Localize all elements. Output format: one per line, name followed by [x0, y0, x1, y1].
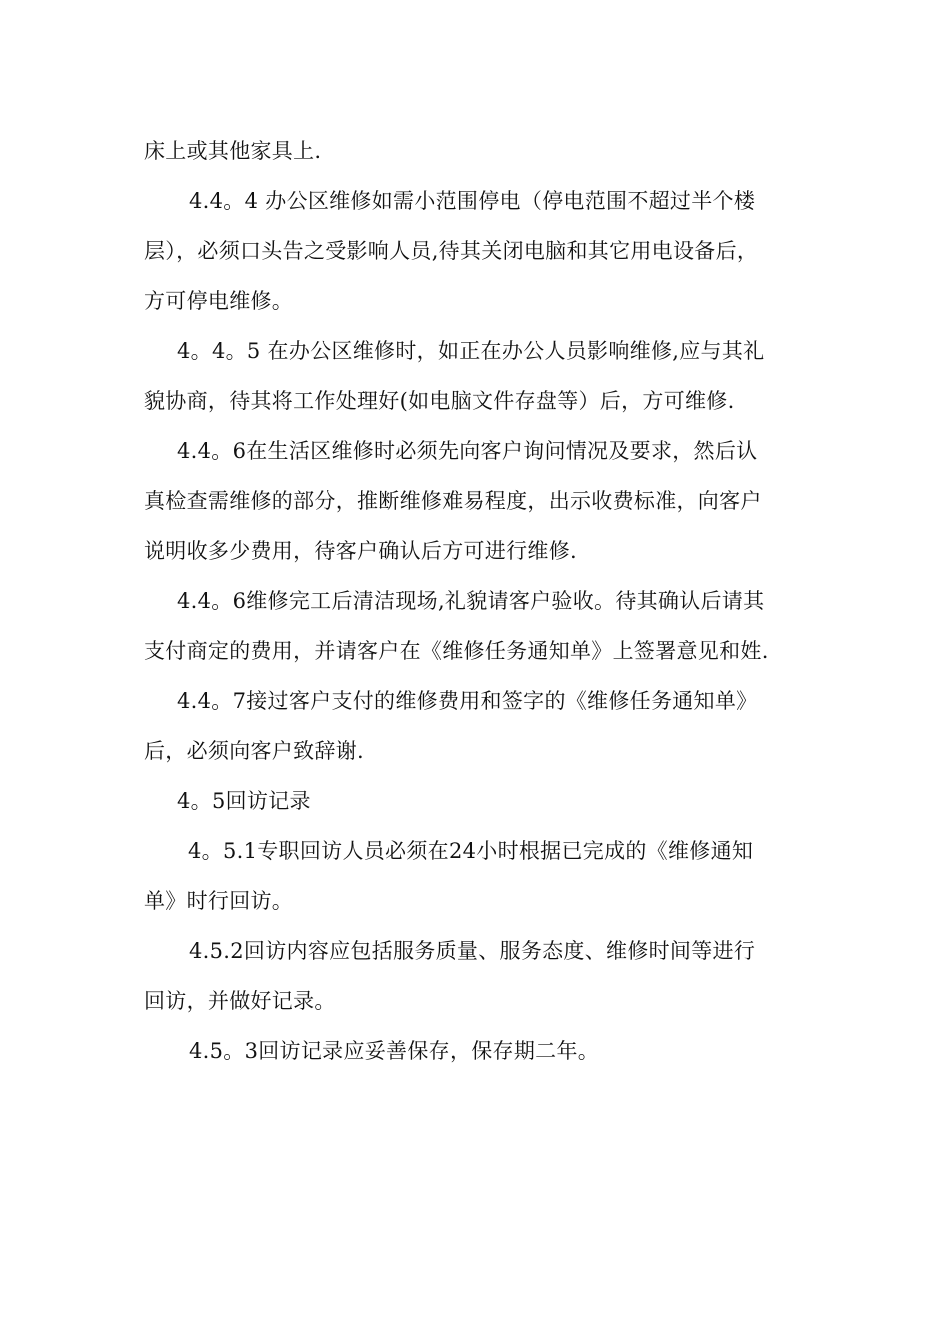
- text-line-13: 后，必须向客户致辞谢.: [144, 739, 364, 763]
- text-line-19: 4.5。3回访记录应妥善保存，保存期二年。: [189, 1039, 600, 1063]
- text-line-1: 床上或其他家具上.: [144, 139, 322, 163]
- text-line-9: 说明收多少费用，待客户确认后方可进行维修.: [144, 539, 577, 563]
- text-line-11: 支付商定的费用，并请客户在《维修任务通知单》上签署意见和姓.: [144, 639, 769, 663]
- text-line-7: 4.4。6在生活区维修时必须先向客户询问情况及要求，然后认: [177, 439, 758, 463]
- text-line-3: 层），必须口头告之受影响人员,待其关闭电脑和其它用电设备后，: [144, 239, 759, 263]
- text-line-12: 4.4。7接过客户支付的维修费用和签字的《维修任务通知单》: [177, 689, 758, 713]
- text-line-4: 方可停电维修。: [144, 289, 294, 313]
- text-line-6: 貌协商，待其将工作处理好(如电脑文件存盘等）后，方可维修.: [144, 389, 735, 413]
- text-line-18: 回访，并做好记录。: [144, 989, 336, 1013]
- text-line-17: 4.5.2回访内容应包括服务质量、服务态度、维修时间等进行: [189, 939, 756, 963]
- document-text: [144, 126, 808, 1076]
- text-line-16: 单》时行回访。: [144, 889, 294, 913]
- text-line-2: 4.4。4 办公区维修如需小范围停电（停电范围不超过半个楼: [189, 189, 756, 213]
- section-heading-4-5: 4。5回访记录: [177, 789, 311, 813]
- text-line-5: 4。4。5 在办公区维修时，如正在办公人员影响维修,应与其礼: [177, 339, 765, 363]
- text-line-10: 4.4。6维修完工后清洁现场,礼貌请客户验收。待其确认后请其: [177, 589, 765, 613]
- document-body: [144, 126, 808, 1076]
- text-line-15: 4。5.1专职回访人员必须在24小时根据已完成的《维修通知: [188, 839, 754, 863]
- text-line-8: 真检查需维修的部分，推断维修难易程度，出示收费标准，向客户: [144, 489, 762, 513]
